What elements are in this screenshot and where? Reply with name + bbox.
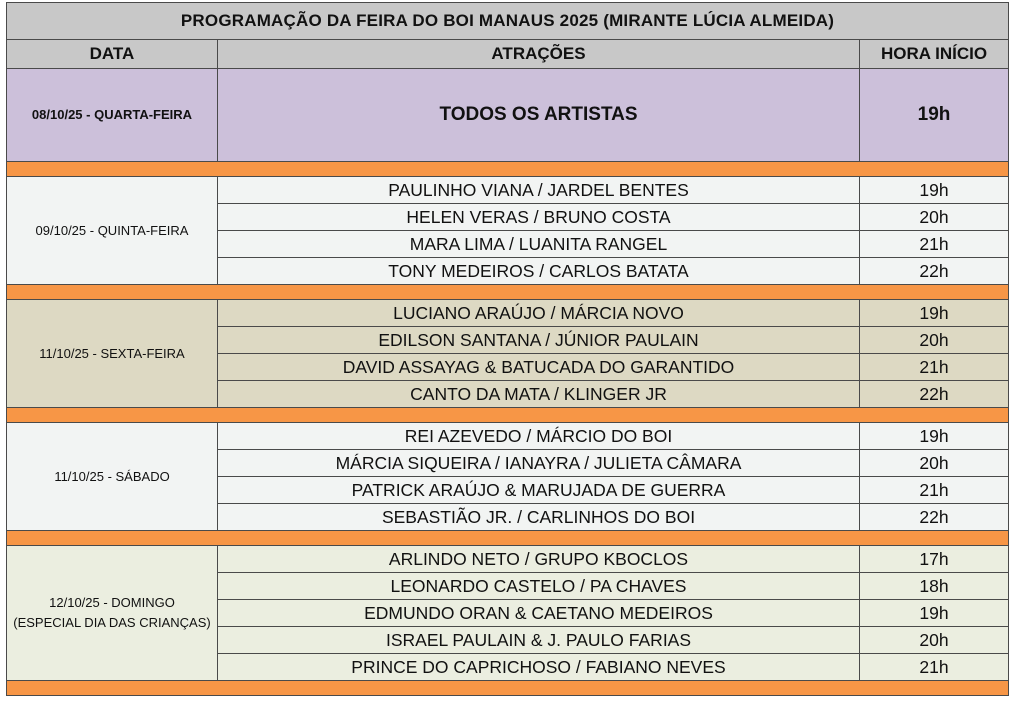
- attractions-cell: ARLINDO NETO / GRUPO KBOCLOS: [218, 546, 860, 573]
- start-time-cell: 21h: [860, 477, 1009, 504]
- date-cell: 11/10/25 - SÁBADO: [7, 423, 218, 531]
- date-cell: [7, 546, 218, 681]
- attractions-cell: PRINCE DO CAPRICHOSO / FABIANO NEVES: [218, 654, 860, 681]
- date-cell: 08/10/25 - QUARTA-FEIRA: [7, 69, 218, 162]
- start-time-cell: 21h: [860, 354, 1009, 381]
- start-time-cell: 21h: [860, 231, 1009, 258]
- attractions-cell: PATRICK ARAÚJO & MARUJADA DE GUERRA: [218, 477, 860, 504]
- start-time-cell: 19h: [860, 423, 1009, 450]
- attractions-cell: EDILSON SANTANA / JÚNIOR PAULAIN: [218, 327, 860, 354]
- date-cell: 11/10/25 - SEXTA-FEIRA: [7, 300, 218, 408]
- separator-bar: [7, 285, 1009, 300]
- separator-row: [7, 162, 1009, 177]
- start-time-cell: 20h: [860, 450, 1009, 477]
- separator-bar: [7, 408, 1009, 423]
- attractions-cell: ISRAEL PAULAIN & J. PAULO FARIAS: [218, 627, 860, 654]
- column-header-attractions: ATRAÇÕES: [218, 40, 860, 69]
- attractions-cell: TODOS OS ARTISTAS: [218, 69, 860, 162]
- attractions-cell: HELEN VERAS / BRUNO COSTA: [218, 204, 860, 231]
- start-time-cell: 22h: [860, 504, 1009, 531]
- attractions-cell: PAULINHO VIANA / JARDEL BENTES: [218, 177, 860, 204]
- start-time-cell: 19h: [860, 69, 1009, 162]
- attractions-cell: CANTO DA MATA / KLINGER JR: [218, 381, 860, 408]
- start-time-cell: 20h: [860, 204, 1009, 231]
- attractions-cell: LEONARDO CASTELO / PA CHAVES: [218, 573, 860, 600]
- attractions-cell: MARA LIMA / LUANITA RANGEL: [218, 231, 860, 258]
- table-row: [7, 69, 1009, 162]
- table-title: PROGRAMAÇÃO DA FEIRA DO BOI MANAUS 2025 (MIRANTE LÚCIA ALMEIDA): [7, 3, 1009, 40]
- schedule-table: [6, 2, 1009, 696]
- table-row: [7, 423, 1009, 450]
- table-row: [7, 300, 1009, 327]
- attractions-cell: SEBASTIÃO JR. / CARLINHOS DO BOI: [218, 504, 860, 531]
- attractions-cell: DAVID ASSAYAG & BATUCADA DO GARANTIDO: [218, 354, 860, 381]
- attractions-cell: TONY MEDEIROS / CARLOS BATATA: [218, 258, 860, 285]
- start-time-cell: 19h: [860, 177, 1009, 204]
- date-note: (ESPECIAL DIA DAS CRIANÇAS): [13, 615, 211, 630]
- start-time-cell: 19h: [860, 600, 1009, 627]
- separator-bar: [7, 681, 1009, 696]
- start-time-cell: 18h: [860, 573, 1009, 600]
- separator-row: [7, 285, 1009, 300]
- separator-bar: [7, 162, 1009, 177]
- attractions-cell: LUCIANO ARAÚJO / MÁRCIA NOVO: [218, 300, 860, 327]
- start-time-cell: 22h: [860, 258, 1009, 285]
- start-time-cell: 19h: [860, 300, 1009, 327]
- attractions-cell: MÁRCIA SIQUEIRA / IANAYRA / JULIETA CÂMARA: [218, 450, 860, 477]
- table-row: [7, 177, 1009, 204]
- start-time-cell: 17h: [860, 546, 1009, 573]
- separator-row: [7, 531, 1009, 546]
- attractions-cell: REI AZEVEDO / MÁRCIO DO BOI: [218, 423, 860, 450]
- separator-row: [7, 681, 1009, 696]
- start-time-cell: 20h: [860, 627, 1009, 654]
- attractions-cell: EDMUNDO ORAN & CAETANO MEDEIROS: [218, 600, 860, 627]
- start-time-cell: 22h: [860, 381, 1009, 408]
- date-label: 12/10/25 - DOMINGO: [49, 595, 175, 610]
- separator-row: [7, 408, 1009, 423]
- header-row: [7, 40, 1009, 69]
- separator-bar: [7, 531, 1009, 546]
- column-header-date: DATA: [7, 40, 218, 69]
- table-row: [7, 546, 1009, 573]
- schedule-sheet: [6, 2, 1008, 696]
- start-time-cell: 21h: [860, 654, 1009, 681]
- date-cell: 09/10/25 - QUINTA-FEIRA: [7, 177, 218, 285]
- column-header-start-time: HORA INÍCIO: [860, 40, 1009, 69]
- title-row: [7, 3, 1009, 40]
- start-time-cell: 20h: [860, 327, 1009, 354]
